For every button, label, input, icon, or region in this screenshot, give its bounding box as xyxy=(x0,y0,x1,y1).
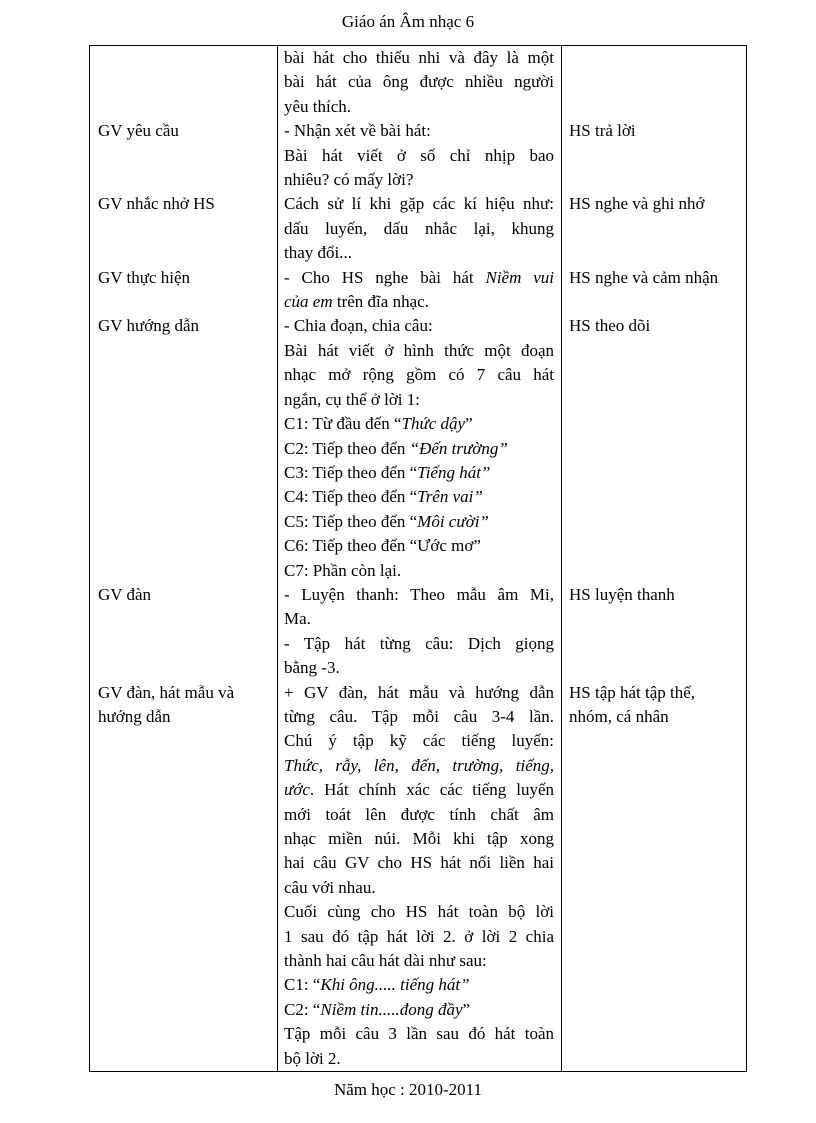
student-cell: HS trả lời xyxy=(562,119,747,192)
table-row xyxy=(90,314,747,582)
phrase-line: C4: Tiếp theo đến “Trên vai” xyxy=(284,487,483,507)
teacher-cell xyxy=(90,46,278,120)
content-cell: - Nhận xét về bài hát: Bài hát viết ở số chỉ nhịp bao nhiêu? có mấy lời? xyxy=(278,119,562,192)
table-row xyxy=(90,583,747,681)
phrase-line: C3: Tiếp theo đến “Tiếng hát” xyxy=(284,462,491,482)
teacher-cell: GV đàn, hát mẫu và hướng dẫn xyxy=(90,681,278,1072)
content-cell: - Chia đoạn, chia câu: Bài hát viết ở hình thức một đoạn nhạc mở rộng gồm có 7 câu hát ngắn, cụ thể ở lời 1: C1: Từ đầu đến “Thức dậy” C2: Tiếp theo đến “Đến trường” C3: Tiếp theo đến “Tiếng hát” C4: Tiếp theo đến “Trên vai” C5: Tiếp theo đến “Môi cười” C6: Tiếp theo đến “Ước mơ” C7: Phần còn lại. xyxy=(278,314,562,582)
table-row xyxy=(90,192,747,265)
teacher-cell: GV đàn xyxy=(90,583,278,681)
table-row xyxy=(90,266,747,315)
student-cell xyxy=(562,46,747,120)
table-row xyxy=(90,46,747,120)
teacher-cell: GV nhắc nhở HS xyxy=(90,192,278,265)
table-row xyxy=(90,681,747,1072)
teacher-cell: GV yêu cầu xyxy=(90,119,278,192)
content-cell: - Cho HS nghe bài hát Niềm vui của em trên đĩa nhạc. xyxy=(278,266,562,315)
content-cell: Cách sử lí khi gặp các kí hiệu như: dấu luyến, dấu nhắc lại, khung thay đổi... xyxy=(278,192,562,265)
student-cell: HS tập hát tập thể, nhóm, cá nhân xyxy=(562,681,747,1072)
table-row xyxy=(90,119,747,192)
student-cell: HS theo dõi xyxy=(562,314,747,582)
student-cell: HS luyện thanh xyxy=(562,583,747,681)
teacher-cell: GV hướng dẫn xyxy=(90,314,278,582)
lesson-table xyxy=(89,45,747,1072)
phrase-line: C6: Tiếp theo đến “Ước mơ” xyxy=(284,536,481,556)
page-footer: Năm học : 2010-2011 xyxy=(333,1080,483,1099)
phrase-line: C2: Tiếp theo đến “Đến trường” xyxy=(284,438,508,458)
phrase-line: C7: Phần còn lại. xyxy=(284,560,402,580)
content-cell: + GV đàn, hát mẫu và hướng dẫn từng câu. Tập mỗi câu 3-4 lần. Chú ý tập kỹ các tiếng luyến: Thức, rẫy, lên, đến, trường, tiếng, ước. Hát chính xác các tiếng luyến mới toát lên được tính chất âm nhạc miền núi. Mỗi khi tập xong hai câu GV cho HS hát nối liền hai câu với nhau. Cuối cùng cho HS hát toàn bộ lời 1 sau đó tập hát lời 2. ở lời 2 chia thành hai câu hát dài như sau: C1: “Khi ông..... tiếng hát” C2: “Niềm tin.....đong đầy” Tập mỗi câu 3 lần sau đó hát toàn bộ lời 2. xyxy=(278,681,562,1072)
content-cell: - Luyện thanh: Theo mẫu âm Mi, Ma. - Tập hát từng câu: Dịch giọng bằng -3. xyxy=(278,583,562,681)
page-header: Giáo án Âm nhạc 6 xyxy=(341,12,475,31)
student-cell: HS nghe và cảm nhận xyxy=(562,266,747,315)
content-cell: bài hát cho thiếu nhi và đây là một bài hát của ông được nhiều người yêu thích. xyxy=(278,46,562,120)
phrase-line: C1: Từ đầu đến “Thức dậy” xyxy=(284,414,473,434)
phrase-line: C5: Tiếp theo đến “Môi cười” xyxy=(284,511,489,531)
student-cell: HS nghe và ghi nhớ xyxy=(562,192,747,265)
teacher-cell: GV thực hiện xyxy=(90,266,278,315)
